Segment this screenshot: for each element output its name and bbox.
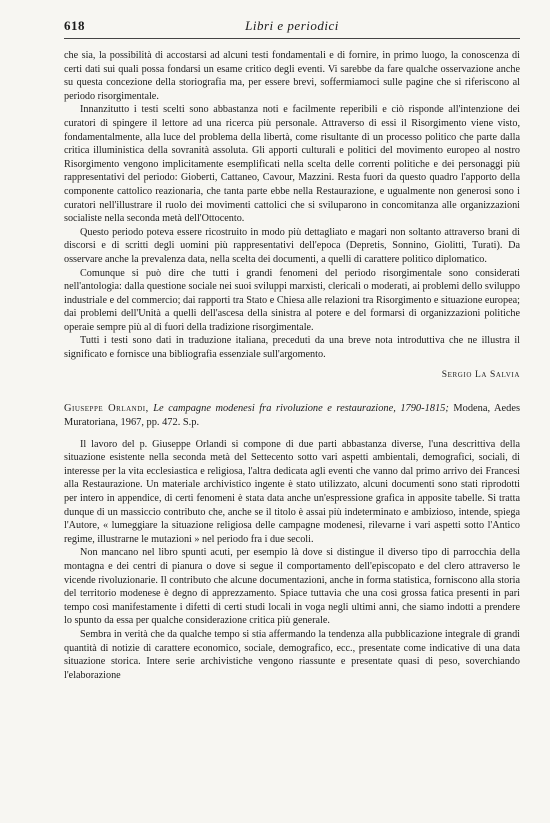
review-author: Giuseppe Orlandi,: [64, 402, 149, 414]
paragraph: Innanzitutto i testi scelti sono abbastanza noti e facilmente reperibili e ciò risponde all'intenzione dei curatori di spingere il lettore ad una ricerca più personale. Attraverso di essi il Risorgimento viene visto, fondamentalmente, alla luce del problema della libertà, come risultante di un processo politico che parte dalla critica illuministica della sovranità assoluta. Gli apporti culturali e politici del movimento europeo al nostro Risorgimento vengono implicitamente esemplificati nella scelta delle correnti politiche e dei personaggi più rappresentativi del periodo: Gioberti, Cattaneo, Cavour, Mazzini. Resta fuori da questo quadro l'apporto della componente cattolico reazionaria, che tanta parte ebbe nella Restaurazione, e ugualmente non generosi sono i curatori nell'illustrare il ruolo dei movimenti cattolici che si sviluparono in concomitanza alle organizzazioni socialiste nella seconda metà dell'Ottocento.: [64, 104, 520, 225]
page-number: 618: [64, 18, 85, 33]
running-title: Libri e periodici: [245, 18, 339, 33]
paragraph: Tutti i testi sono dati in traduzione italiana, preceduti da una breve nota introduttiva che ne illustra il significato e fornisce una bibliografia essenziale sull'argomento.: [64, 335, 520, 361]
paragraph: Questo periodo poteva essere ricostruito in modo più dettagliato e magari non soltanto attraverso brani di discorsi e di scritti degli uomini più rappresentativi dell'epoca (Depretis, Sonnino, Giolitti, Turati). Da osservare anche la prevalenza data, nella scelta dei documenti, a quelli di carattere politico diplomatico.: [64, 226, 520, 265]
paragraph: Comunque si può dire che tutti i grandi fenomeni del periodo risorgimentale sono considerati nell'antologia: dalla questione sociale nei suoi sviluppi marxisti, clericali o moderati, ai problemi dello sviluppo industriale e del commercio; dai rapporti tra Stato e Chiesa alle relazioni tra Risorgimento e situazione europea; dai problemi dell'Unità a quelli dell'ascesa della sinistra al potere e del formarsi di organizzazioni politiche operaie sempre più al di fuori della tradizione risorgimentale.: [64, 267, 520, 333]
paragraph: Sembra in verità che da qualche tempo si stia affermando la tendenza alla pubblicazione integrale di grandi quantità di notizie di carattere economico, sociale, demografico, ecc., presentate come indicative di una data situazione storica. Intere serie archivistiche vengono riassunte e presentate quasi di peso, soverchiando l'elaborazione: [64, 628, 520, 681]
book-title: Le campagne modenesi fra rivoluzione e restaurazione, 1790-1815;: [153, 402, 449, 414]
page-header: [64, 18, 520, 39]
paragraph: Non mancano nel libro spunti acuti, per esempio là dove si distingue il diverso tipo di parrocchia della montagna e dei centri di pianura o dove si segue il comportamento dell'episcopato e del clero attraverso le vicende rivoluzionarie. Il contributo che alcune documentazioni, anche in forma statistica, forniscono alla storia del territorio modenese è degno di apprezzamento. Spiace tuttavia che una così grossa fatica presenti in pari tempo così manifestamente i difetti di certi studi locali in voga negli ultimi anni, che siamo indotti a prendere lo spunto da essa per qualche considerazione critica più generale.: [64, 547, 521, 627]
first-review: [64, 49, 520, 380]
publication-info: Modena, Aedes Muratoriana, 1967, pp. 472. S.p.: [64, 402, 520, 428]
paragraph: Il lavoro del p. Giuseppe Orlandi si compone di due parti abbastanza diverse, l'una descrittiva della situazione esistente nella seconda metà del Settecento sotto vari aspetti ambientali, demografici, sociali, di interesse per la vita ecclesiastica e religiosa, l'altra dedicata agli eventi che vanno dal primo arrivo dei Francesi alla Restaurazione. Un materiale archivistico ingente è stato utilizzato, alcuni documenti sono stati riprodotti per intero in appendice, di certi fenomeni è stata data anche un'espressione grafica in apposite tabelle. Si tratta dunque di un massiccio contributo che, anche se il titolo è assai più indeterminato e ambizioso, intende, spiega l'Autore, « lumeggiare la situazione religiosa delle campagne modenesi, rilevarne i vari aspetti sotto l'Antico regime, illustrarne le mutazioni » nel periodo fra i due secoli.: [64, 438, 520, 545]
review-heading: [64, 402, 520, 430]
section-spacer: [64, 380, 520, 402]
review-signature: Sergio La Salvia: [441, 369, 520, 380]
second-review: [64, 402, 520, 683]
paragraph: che sia, la possibilità di accostarsi ad alcuni testi fondamentali e di fornire, in primo luogo, la conoscenza di certi dati sui quali possa fondarsi un esame critico degli eventi. Vi sarebbe da fare qualche osservazione anche su questa concezione della storiografia ma, per essere brevi, soffermiamoci sulle pagine che si riferiscono al periodo risorgimentale.: [64, 50, 520, 102]
